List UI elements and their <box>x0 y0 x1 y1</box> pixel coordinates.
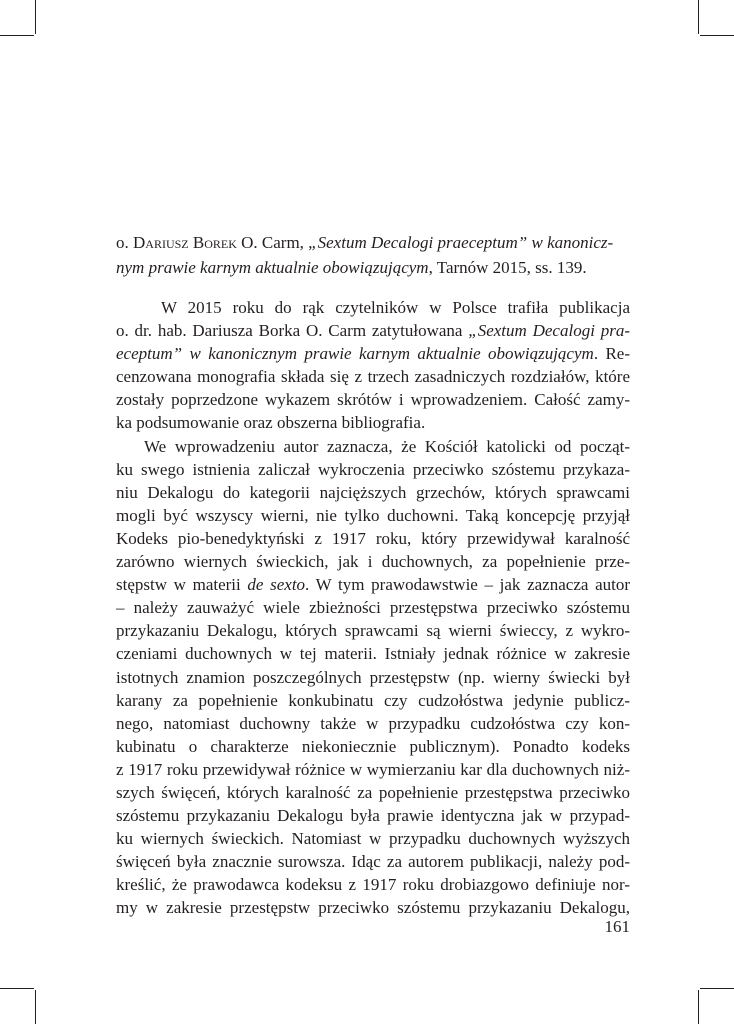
paragraph2-line: czeniami duchownych w tej materii. Istniały jednak różnice w zakresie <box>116 644 630 664</box>
book-title-part2: nym prawie karnym aktualnie obowiązującym <box>116 258 429 277</box>
italic-title-run: eceptum” w kanonicznym prawie karnym aktualnie obowiązującym <box>116 344 594 364</box>
crop-mark-bottom-left-h <box>0 988 34 989</box>
paragraph2-line: my w zakresie przestępstw przeciwko szóstemu przykazaniu Dekalogu, <box>116 898 630 918</box>
paragraph2-line: z 1917 roku przewidywał różnice w wymierzaniu kar dla duchownych niż- <box>116 759 630 779</box>
paragraph2-line: przykazaniu Dekalogu, których sprawcami są wierni świeccy, z wykro- <box>116 621 630 641</box>
paragraph2-line: We wprowadzeniu autor zaznacza, że Kościół katolicki od począt- <box>144 436 630 456</box>
publication-info: , Tarnów 2015, ss. 139. <box>428 258 587 277</box>
paragraph2-line: – należy zauważyć wiele zbieżności przestępstwa przeciwko szóstemu <box>116 598 630 618</box>
paragraph2-line: ku swego istnienia zaliczał wykroczenia przeciwko szóstemu przykaza- <box>116 459 630 479</box>
paragraph2-line: istotnych znamion poszczególnych przestępstw (np. wierny świecki był <box>116 667 630 687</box>
text-run: . W tym prawodawstwie – jak zaznacza autor <box>305 575 630 595</box>
crop-mark-top-right-h <box>700 35 734 36</box>
paragraph2-line: szych święceń, których karalność za popełnienie przestępstwa przeciwko <box>116 782 630 802</box>
crop-mark-bottom-right-h <box>700 988 734 989</box>
crop-mark-bottom-left <box>35 990 36 1024</box>
paragraph2-line: zarówno wiernych świeckich, jak i duchownych, za popełnienie prze- <box>116 552 630 572</box>
paragraph2-line <box>116 573 630 596</box>
crop-mark-top-left-h <box>0 35 34 36</box>
book-title-part1: „Sextum Decalogi praeceptum” w kanonicz- <box>308 233 614 252</box>
paragraph2-line: święceń była znacznie surowsza. Idąc za autorem publikacji, należy pod- <box>116 852 630 872</box>
paragraph2-line: mogli być wszyscy wierni, nie tylko duchowni. Taką koncepcję przyjął <box>116 505 630 525</box>
italic-title-run: „Sextum Decalogi pra- <box>468 321 630 341</box>
text-run: stępstw w materii <box>116 575 248 595</box>
paragraph1-line <box>116 342 630 365</box>
review-body <box>116 296 630 920</box>
paragraph2-line: karany za popełnienie konkubinatu czy cudzołóstwa jedynie publicz- <box>116 690 630 710</box>
paragraph1-line: ka podsumowanie oraz obszerna bibliografia. <box>116 413 426 433</box>
paragraph2-line: kreślić, że prawodawca kodeksu z 1917 roku drobiazgowo definiuje nor- <box>116 875 630 895</box>
author-suffix: O. Carm, <box>236 233 309 252</box>
paragraph2-line: niu Dekalogu do kategorii najcięższych grzechów, których sprawcami <box>116 482 630 502</box>
paragraph2-line: kubinatu o charakterze niekoniecznie publicznym). Ponadto kodeks <box>116 736 630 756</box>
paragraph2-line: ku wiernych świeckich. Natomiast w przypadku duchownych wyższych <box>116 829 630 849</box>
page-number: 161 <box>604 917 630 936</box>
italic-term: de sexto <box>247 575 306 595</box>
crop-mark-bottom-right <box>698 990 699 1024</box>
crop-mark-top-right <box>698 0 699 34</box>
paragraph2-line: nego, natomiast duchowny także w przypadku cudzołóstwa czy kon- <box>116 713 630 733</box>
crop-mark-top-left <box>35 0 36 34</box>
author-name: Dariusz Borek <box>133 233 237 252</box>
paragraph1-line <box>116 319 630 342</box>
paragraph2-line: Kodeks pio-benedyktyński z 1917 roku, który przewidywał karalność <box>116 528 630 548</box>
paragraph1-line: zostały poprzedzone wykazem skrótów i wprowadzeniem. Całość zamy- <box>116 390 630 410</box>
paragraph1-line: cenzowana monografia składa się z trzech zasadniczych rozdziałów, które <box>116 367 630 387</box>
paragraph2-line: szóstemu przykazaniu Dekalogu była prawie identyczna jak w przypad- <box>116 806 630 826</box>
text-run: . Re- <box>593 344 631 364</box>
paragraph1-line: W 2015 roku do rąk czytelników w Polsce trafiła publikacja <box>161 298 630 317</box>
author-prefix: o. <box>116 233 133 252</box>
text-run: o. dr. hab. Dariusza Borka O. Carm zatytułowana <box>116 321 469 341</box>
review-heading <box>116 230 630 280</box>
